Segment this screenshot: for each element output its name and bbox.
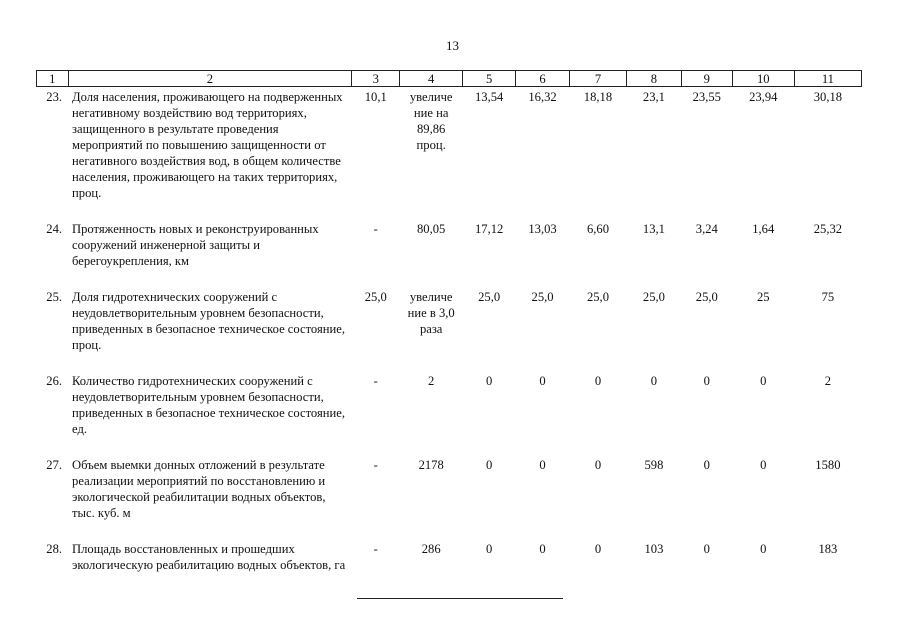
value-cell: 0 <box>703 458 710 472</box>
value-cell: 0 <box>594 374 602 388</box>
table-row <box>37 87 862 220</box>
page-number: 13 <box>446 38 459 53</box>
column-header: 9 <box>681 71 732 87</box>
value-cell: 80,05 <box>417 222 446 236</box>
column-header: 5 <box>463 71 516 87</box>
value-cell: 0 <box>594 458 602 472</box>
value-cell: 1,64 <box>752 222 775 236</box>
indicator-name: Количество гидротехнических сооружений с неудовлетворительным уровнем безопасности, приведенных в безопасное техническое состояние, ед. <box>72 374 346 436</box>
row-number: 23. <box>46 90 63 104</box>
row-number: 27. <box>46 458 63 472</box>
table-row <box>37 371 862 455</box>
table-row <box>37 287 862 371</box>
value-cell: 103 <box>644 542 664 556</box>
row-number: 24. <box>46 222 63 236</box>
value-cell: 13,1 <box>642 222 665 236</box>
value-cell: 17,12 <box>474 222 504 236</box>
value-cell: 183 <box>818 542 838 556</box>
indicator-name: Доля населения, проживающего на подверженных негативному воздействию вод территориях, защищенного в результате проведения мероприятий по повышению защищенности от негативного воздействия вод, в общем количестве населения, проживающего на таких территориях, проц. <box>72 90 343 200</box>
column-header: 10 <box>732 71 794 87</box>
value-cell: 25,0 <box>531 290 554 304</box>
column-header: 1 <box>37 71 69 87</box>
value-cell: 23,94 <box>749 90 778 104</box>
value-cell: 0 <box>760 542 767 556</box>
value-cell: 25 <box>756 290 770 304</box>
table-row <box>37 539 862 591</box>
indicator-name: Объем выемки донных отложений в результате реализации мероприятий по восстановлению и экологической реабилитации водных объектов, тыс. куб. м <box>72 458 326 520</box>
value-cell: - <box>373 374 378 388</box>
value-cell: 0 <box>539 542 546 556</box>
column-header: 7 <box>570 71 627 87</box>
end-of-table-rule <box>357 598 563 599</box>
column-header: 6 <box>516 71 570 87</box>
value-cell: 0 <box>486 458 493 472</box>
value-cell: 25,32 <box>813 222 843 236</box>
value-cell: 13,54 <box>474 90 504 104</box>
value-cell: 25,0 <box>642 290 665 304</box>
value-cell: 25,0 <box>586 290 609 304</box>
value-cell: увеличе ние в 3,0 раза <box>407 290 455 336</box>
value-cell: 25,0 <box>478 290 501 304</box>
column-header: 4 <box>400 71 463 87</box>
row-number: 26. <box>46 374 63 388</box>
value-cell: 286 <box>421 542 441 556</box>
value-cell: - <box>373 542 378 556</box>
value-cell: 0 <box>703 374 710 388</box>
value-cell: 25,0 <box>364 290 387 304</box>
value-cell: 0 <box>486 542 493 556</box>
row-number: 28. <box>46 542 63 556</box>
indicator-name: Протяженность новых и реконструированных сооружений инженерной защиты и берегоукрепления, км <box>72 222 319 268</box>
indicator-table <box>36 70 862 591</box>
value-cell: 0 <box>539 458 546 472</box>
value-cell: увеличе ние на 89,86 проц. <box>409 90 453 152</box>
table-row <box>37 455 862 539</box>
value-cell: - <box>373 458 378 472</box>
value-cell: 25,0 <box>695 290 718 304</box>
value-cell: 3,24 <box>695 222 718 236</box>
value-cell: 0 <box>703 542 710 556</box>
value-cell: 2 <box>824 374 832 388</box>
value-cell: - <box>373 222 378 236</box>
value-cell: 13,03 <box>528 222 557 236</box>
column-header: 11 <box>794 71 861 87</box>
value-cell: 0 <box>760 458 767 472</box>
value-cell: 2178 <box>418 458 444 472</box>
value-cell: 75 <box>821 290 835 304</box>
value-cell: 0 <box>486 374 493 388</box>
column-header: 3 <box>352 71 400 87</box>
value-cell: 0 <box>594 542 602 556</box>
row-number: 25. <box>46 290 63 304</box>
value-cell: 0 <box>539 374 546 388</box>
value-cell: 16,32 <box>528 90 557 104</box>
indicator-name: Площадь восстановленных и прошедших экологическую реабилитацию водных объектов, га <box>72 542 346 572</box>
value-cell: 10,1 <box>364 90 387 104</box>
value-cell: 598 <box>644 458 664 472</box>
value-cell: 18,18 <box>583 90 613 104</box>
table-row <box>37 219 862 287</box>
column-header: 8 <box>626 71 681 87</box>
column-header: 2 <box>68 71 352 87</box>
value-cell: 2 <box>428 374 435 388</box>
value-cell: 0 <box>650 374 658 388</box>
value-cell: 23,55 <box>692 90 721 104</box>
value-cell: 23,1 <box>642 90 665 104</box>
indicator-name: Доля гидротехнических сооружений с неудовлетворительным уровнем безопасности, приведенных в безопасное техническое состояние, проц. <box>72 290 346 352</box>
value-cell: 6,60 <box>586 222 609 236</box>
column-number-header-row <box>37 71 862 87</box>
value-cell: 1580 <box>815 458 841 472</box>
value-cell: 0 <box>760 374 767 388</box>
value-cell: 30,18 <box>813 90 843 104</box>
